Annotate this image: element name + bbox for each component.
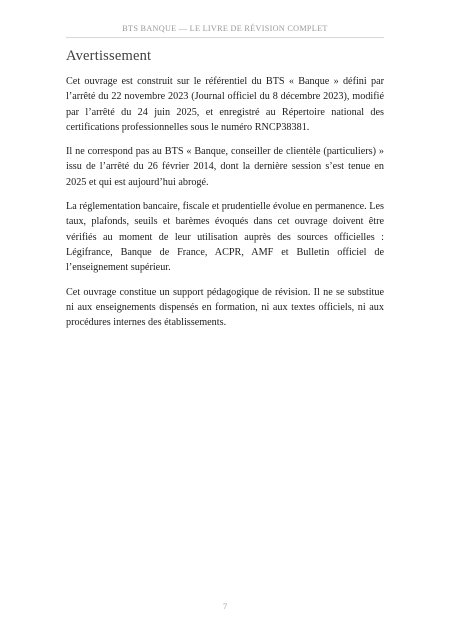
running-header: BTS BANQUE — LE LIVRE DE RÉVISION COMPLET xyxy=(122,24,328,33)
header-divider xyxy=(66,37,384,38)
page-content xyxy=(66,47,384,339)
section-title: Avertissement xyxy=(66,48,152,64)
page-number: 7 xyxy=(222,601,228,611)
paragraph-ancien-bts: Il ne correspond pas au BTS « Banque, conseiller de clientèle (particuliers) » issu de l’arrêté du 26 février 2014, dont la dernière session s’est tenue en 2025 et qui est aujourd’hui abrogé. xyxy=(66,146,384,188)
paragraph-support-pedagogique: Cet ouvrage constitue un support pédagogique de révision. Il ne se substitue ni aux enseignements dispensés en formation, ni aux textes officiels, ni aux procédures internes des établissements. xyxy=(66,286,384,329)
paragraph-referentiel: Cet ouvrage est construit sur le référentiel du BTS « Banque » défini par l’arrêté du 22 novembre 2023 (Journal officiel du 8 décembre 2023), modifié par l’arrêté du 24 juin 2025, et enregistré au Répertoire national des certifications professionnelles sous le numéro RNCP38381. xyxy=(66,76,384,133)
paragraph-reglementation: La réglementation bancaire, fiscale et prudentielle évolue en permanence. Les taux, plafonds, seuils et barèmes évoqués dans cet ouvrage doivent être vérifiés au moment de leur utilisation auprès des sources officielles : Légifrance, Banque de France, ACPR, AMF et Bulletin officiel de l’enseignement supérieur. xyxy=(66,201,384,274)
